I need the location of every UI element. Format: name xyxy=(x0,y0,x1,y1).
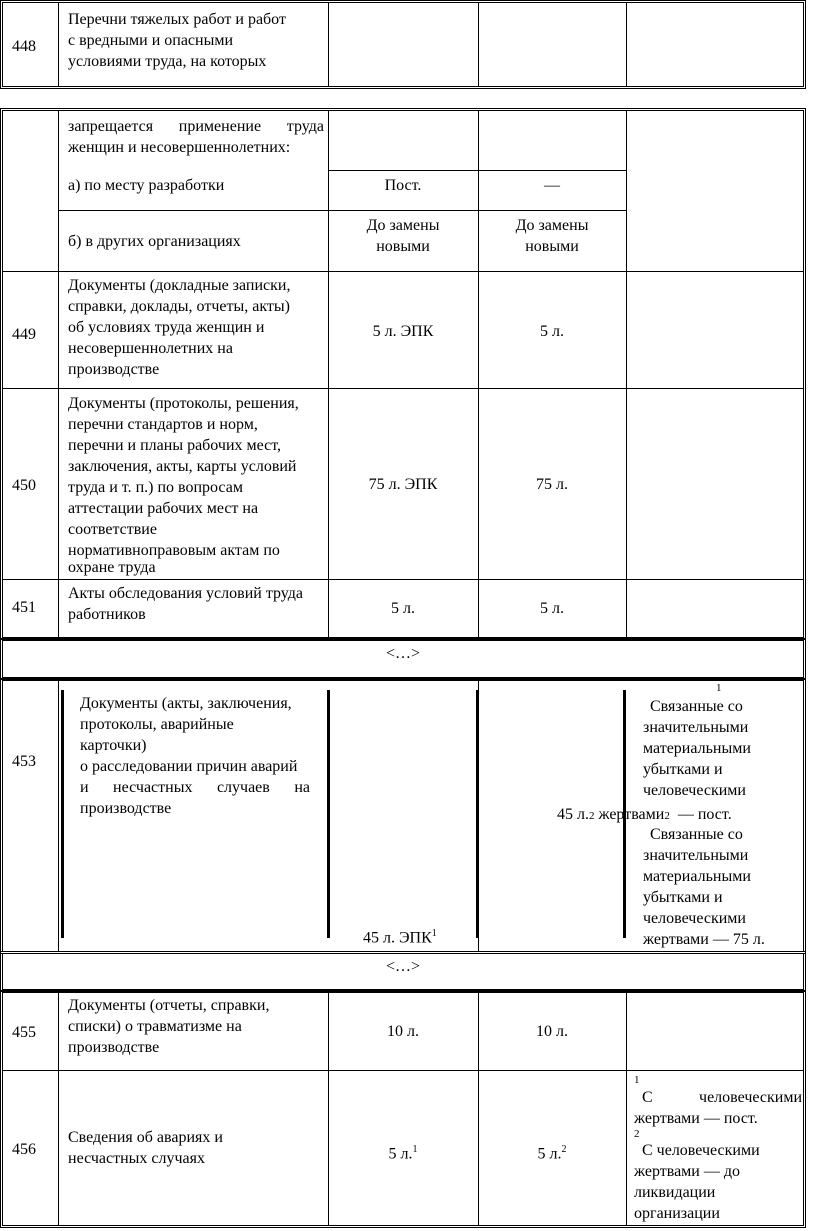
retention-term2: 10 л. xyxy=(536,1023,568,1040)
footnote-marker: 2 xyxy=(634,1128,640,1140)
col-divider xyxy=(626,992,627,1226)
col-divider xyxy=(478,2,479,87)
row-number: 449 xyxy=(12,326,36,343)
col-divider xyxy=(61,690,64,938)
row-number: 455 xyxy=(12,1024,36,1041)
col-divider xyxy=(626,110,627,638)
retention-term: 75 л. ЭПК xyxy=(368,476,438,493)
col-divider xyxy=(58,992,59,1226)
row-divider xyxy=(2,388,804,389)
footnote-marker: 1 xyxy=(716,682,722,694)
retention-term: 5 л. ЭПК xyxy=(372,323,434,340)
retention-term: 45 л. ЭПК$^1$ xyxy=(363,928,437,947)
row-number: 448 xyxy=(12,38,36,55)
retention-term2: 75 л. xyxy=(536,476,568,493)
continuation-text: запрещается применение труда xyxy=(68,118,324,135)
col-divider xyxy=(328,2,329,87)
subitem-b-label: б) в других организациях xyxy=(68,233,241,250)
col-divider xyxy=(58,2,59,87)
omission-marker: <…> xyxy=(385,645,421,662)
col-divider xyxy=(58,110,59,638)
subitem-a-label: а) по месту разработки xyxy=(68,177,225,194)
row-number: 453 xyxy=(12,753,36,770)
col-divider xyxy=(626,2,627,87)
subitem-b-term: До замены новыми xyxy=(366,217,440,255)
footnote-marker: 1 xyxy=(634,1074,640,1086)
col-divider xyxy=(327,690,330,938)
retention-term: 10 л. xyxy=(387,1023,419,1040)
retention-term2: 5 л. xyxy=(540,323,564,340)
row-number: 456 xyxy=(12,1141,36,1158)
row-number: 450 xyxy=(12,477,36,494)
row-divider xyxy=(58,210,626,211)
continuation-text: женщин и несовершеннолетних: xyxy=(68,139,291,156)
subitem-a-term2: — xyxy=(544,177,560,194)
row-divider xyxy=(2,1070,804,1071)
retention-term2: 5 л.$^2$ xyxy=(537,1144,567,1163)
row-number: 451 xyxy=(12,599,36,616)
row-divider xyxy=(328,170,626,171)
row-divider xyxy=(2,579,804,580)
col-divider xyxy=(58,680,59,952)
omission-marker: <…> xyxy=(385,958,421,975)
retention-term2: 5 л. xyxy=(540,600,564,617)
subitem-b-term2: До замены новыми xyxy=(515,217,589,255)
row-divider xyxy=(2,271,804,272)
subitem-a-term: Пост. xyxy=(384,177,422,194)
retention-term2: 45 л.2 жертвами2 — пост. xyxy=(557,806,732,823)
retention-term: 5 л.$^1$ xyxy=(388,1144,418,1163)
retention-term: 5 л. xyxy=(391,600,415,617)
col-divider xyxy=(478,680,479,952)
